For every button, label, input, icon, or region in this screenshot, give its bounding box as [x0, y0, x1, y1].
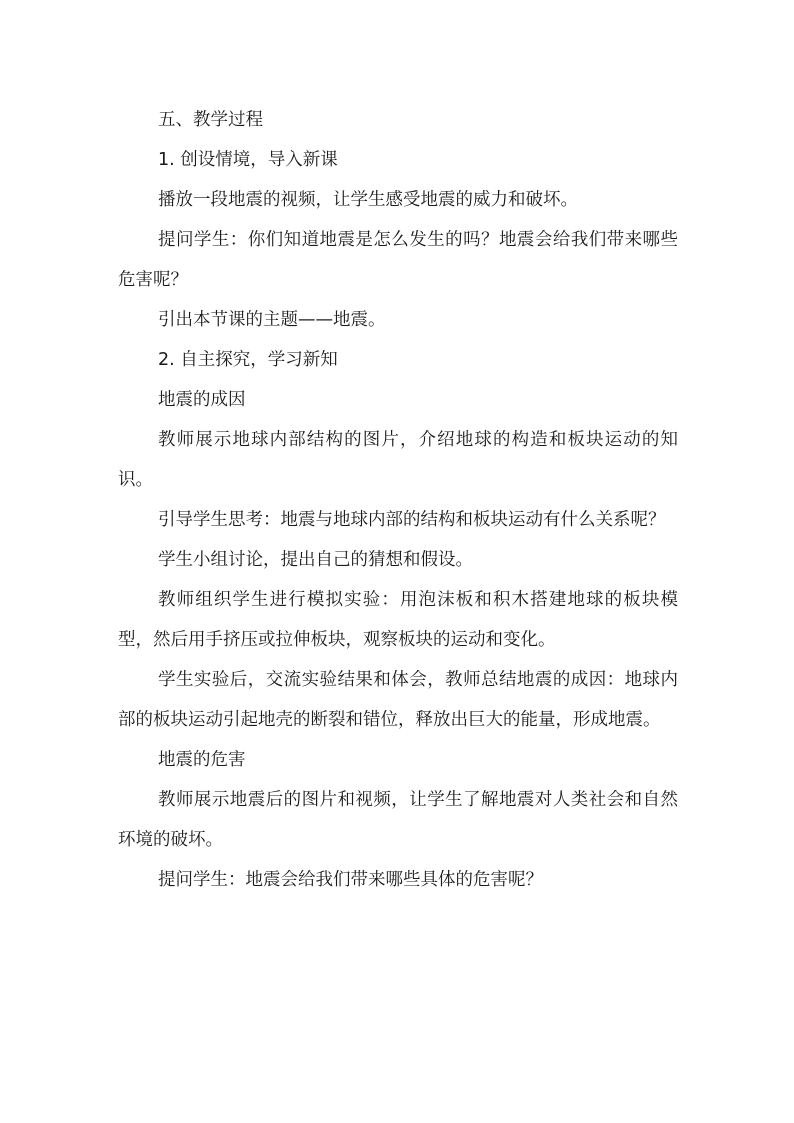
topic-heading: 地震的成因	[158, 390, 246, 410]
paragraph: 学生实验后，交流实验结果和体会，教师总结地震的成因：地球内部的板块运动引起地壳的断裂和错位，释放出巨大的能量，形成地震。	[118, 670, 678, 730]
paragraph: 提问学生：你们知道地震是怎么发生的吗？地震会给我们带来哪些危害呢？	[118, 230, 678, 290]
paragraph: 提问学生：地震会给我们带来哪些具体的危害呢？	[158, 870, 543, 890]
paragraph: 教师展示地震后的图片和视频，让学生了解地震对人类社会和自然环境的破坏。	[118, 790, 678, 850]
paragraph: 教师组织学生进行模拟实验：用泡沫板和积木搭建地球的板块模型，然后用手挤压或拉伸板块，观察板块的运动和变化。	[118, 590, 678, 650]
subsection-heading: 1. 创设情境，导入新课	[158, 150, 338, 170]
paragraph: 引导学生思考：地震与地球内部的结构和板块运动有什么关系呢？	[158, 510, 666, 530]
paragraph: 学生小组讨论，提出自己的猜想和假设。	[158, 550, 473, 570]
topic-heading: 地震的危害	[158, 750, 246, 770]
paragraph: 引出本节课的主题——地震。	[158, 310, 386, 330]
paragraph: 教师展示地球内部结构的图片，介绍地球的构造和板块运动的知识。	[118, 430, 678, 490]
subsection-heading: 2. 自主探究，学习新知	[158, 350, 338, 370]
paragraph: 播放一段地震的视频，让学生感受地震的威力和破坏。	[158, 190, 578, 210]
document-body	[118, 100, 678, 900]
section-heading: 五、教学过程	[158, 110, 263, 130]
